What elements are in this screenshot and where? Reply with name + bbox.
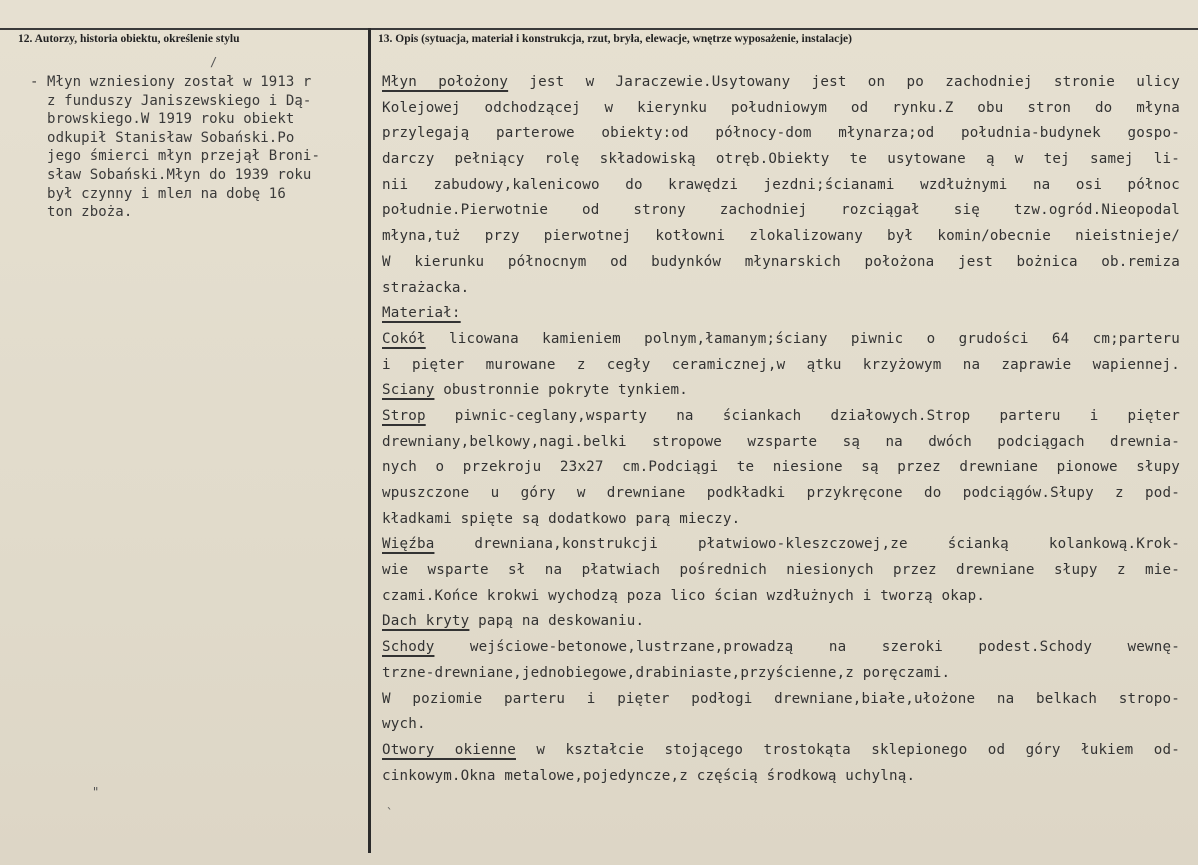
line-content [382, 250, 1180, 276]
description-line [382, 353, 1182, 379]
description-line [382, 584, 1182, 610]
line-text: W poziomie parteru i pięter podłogi drewniane,białe,ułożone na belkach stropo- [382, 690, 1180, 707]
line-content [382, 224, 1180, 250]
line-text: piwnic-ceglany,wsparty na ściankach działowych.Strop parteru i pięter [425, 407, 1180, 424]
line-content [382, 687, 1180, 713]
underlined-label: Materiał: [382, 305, 461, 322]
description-line [382, 481, 1182, 507]
line-text: wpuszczone u góry w drewniane podkładki przykręcone do podciągów.Słupy z pod- [382, 485, 1180, 501]
section-12-header: 12. Autorzy, historia obiektu, określenie stylu [18, 33, 240, 45]
description-line [382, 378, 1182, 404]
column-divider [368, 28, 371, 853]
line-text: papą na deskowaniu. [469, 613, 645, 630]
description-line [382, 712, 1182, 738]
underlined-label: Dach kryty [382, 613, 470, 630]
line-text: drewniany,belkowy,nagi.belki stropowe wzsparte są na dwóch podciągach drewnia- [382, 433, 1180, 450]
line-content [382, 635, 1180, 661]
line-text: nych o przekroju 23x27 cm.Podciągi te niesione są przez drewniane pionowe słupy [382, 459, 1180, 476]
line-content [382, 716, 426, 732]
line-content [382, 305, 461, 321]
line-content [382, 481, 1180, 507]
line-text: południe.Pierwotnie od strony zachodniej rozciągał się tzw.ogród.Nieopodal [382, 202, 1180, 219]
line-content [382, 588, 985, 604]
line-content [382, 147, 1180, 173]
description-line [382, 96, 1182, 122]
line-content [382, 382, 688, 398]
history-text: - Młyn wzniesiony został w 1913 r z funduszy Janiszewskiego i Dą- browskiego.W 1919 roku obiekt odkupił Stanisław Sobański.Po jego śmierci młyn przejął Broni- sław Sobański.Młyn do 1939 roku był czynny i mlел na dobę 16 ton zboża. [30, 74, 320, 221]
description-line [382, 327, 1182, 353]
line-content [382, 613, 644, 629]
line-text: licowana kamieniem polnym,łamanym;ściany piwnic o grudości 64 cm;parteru [425, 330, 1180, 347]
line-text: W kierunku północnym od budynków młynarskich położona jest bożnica ob.remiza [382, 253, 1180, 270]
line-content [382, 430, 1180, 456]
line-content [382, 738, 1180, 764]
description-line [382, 738, 1182, 764]
pencil-mark: ` [386, 806, 394, 820]
line-text: Kolejowej odchodzącej w kierynku południowym od rynku.Z obu stron do młyna [382, 99, 1180, 116]
line-content [382, 96, 1180, 122]
underlined-label: Strop [382, 407, 426, 424]
line-text: czami.Końce krokwi wychodzą poza lico ścian wzdłużnych i tworzą okap. [382, 587, 986, 604]
line-text: kładkami spięte są dodatkowo parą mieczy. [382, 510, 741, 527]
line-content [382, 558, 1180, 584]
line-text: jest w Jaraczewie.Usytowany jest on po zachodniej stronie ulicy [508, 74, 1180, 90]
line-content [382, 511, 740, 527]
description-line [382, 173, 1182, 199]
line-text: strażacka. [382, 279, 470, 296]
description-line [382, 609, 1182, 635]
line-content [382, 173, 1180, 199]
line-text: darczy pełniący rolę składowiską otręb.Obiekty te usytowane ą w tej samej li- [382, 151, 1180, 168]
line-content [382, 455, 1180, 481]
top-rule [0, 28, 1198, 30]
line-content [382, 327, 1180, 353]
line-content [382, 404, 1180, 430]
line-content [382, 532, 1180, 558]
description-line [382, 250, 1182, 276]
description-line [382, 276, 1182, 302]
line-text: wych. [382, 716, 426, 733]
description-line [382, 764, 1182, 790]
line-text: drewniana,konstrukcji płatwiowo-kleszczowej,ze ścianką kolankową.Krok- [434, 536, 1180, 553]
description-line [382, 532, 1182, 558]
line-text: wie wsparte sł na płatwiach pośrednich niesionych przez drewniane słupy z mie- [382, 562, 1180, 579]
line-text: nii zabudowy,kalenicowo do krawędzi jezdni;ścianami wzdłużnymi na osi północ [382, 176, 1180, 193]
underlined-label: Sciany [382, 382, 435, 399]
underlined-label: Schody [382, 639, 435, 656]
line-content [382, 768, 915, 784]
description-line [382, 121, 1182, 147]
description-line [382, 687, 1182, 713]
description-line [382, 430, 1182, 456]
line-text: w kształcie stojącego trostokąta sklepionego od góry łukiem od- [516, 741, 1180, 758]
line-content [382, 70, 1180, 96]
line-content [382, 665, 950, 681]
description-line [382, 507, 1182, 533]
underlined-label: Cokół [382, 330, 426, 347]
pencil-mark: / [210, 55, 218, 69]
description-line [382, 198, 1182, 224]
pencil-mark: " [92, 785, 100, 799]
underlined-label: Młyn położony [382, 74, 509, 90]
line-text: obustronnie pokryte tynkiem. [434, 382, 688, 399]
line-text: młyna,tuż przy pierwotnej kotłowni zlokalizowany był komin/obecnie nieistnieje/ [382, 228, 1180, 245]
description-line [382, 558, 1182, 584]
description-line [382, 147, 1182, 173]
underlined-label: Więźba [382, 536, 435, 553]
line-text: przylegają parterowe obiekty:od północy-dom młynarza;od południa-budynek gospo- [382, 125, 1180, 142]
line-text: cinkowym.Okna metalowe,pojedyncze,z częścią środkową uchylną. [382, 767, 916, 784]
line-content [382, 121, 1180, 147]
line-text: trzne-drewniane,jednobiegowe,drabiniaste,przyścienne,z poręczami. [382, 664, 951, 681]
description-line [382, 70, 1182, 96]
description-line [382, 661, 1182, 687]
description-line [382, 404, 1182, 430]
line-text: wejściowe-betonowe,lustrzane,prowadzą na szeroki podest.Schody wewnę- [434, 639, 1180, 656]
description-line [382, 635, 1182, 661]
description-line [382, 455, 1182, 481]
line-content [382, 353, 1180, 379]
section-13-header: 13. Opis (sytuacja, materiał i konstrukcja, rzut, bryła, elewacje, wnętrze wyposażenie, instalacje) [378, 33, 852, 45]
description-line [382, 301, 1182, 327]
line-content [382, 280, 469, 296]
underlined-label: Otwory okienne [382, 741, 516, 758]
description-text [382, 70, 1182, 789]
line-text: i pięter murowane z cegły ceramicznej,w ątku krzyżowym na zaprawie wapiennej. [382, 356, 1180, 373]
line-content [382, 198, 1180, 224]
description-line [382, 224, 1182, 250]
